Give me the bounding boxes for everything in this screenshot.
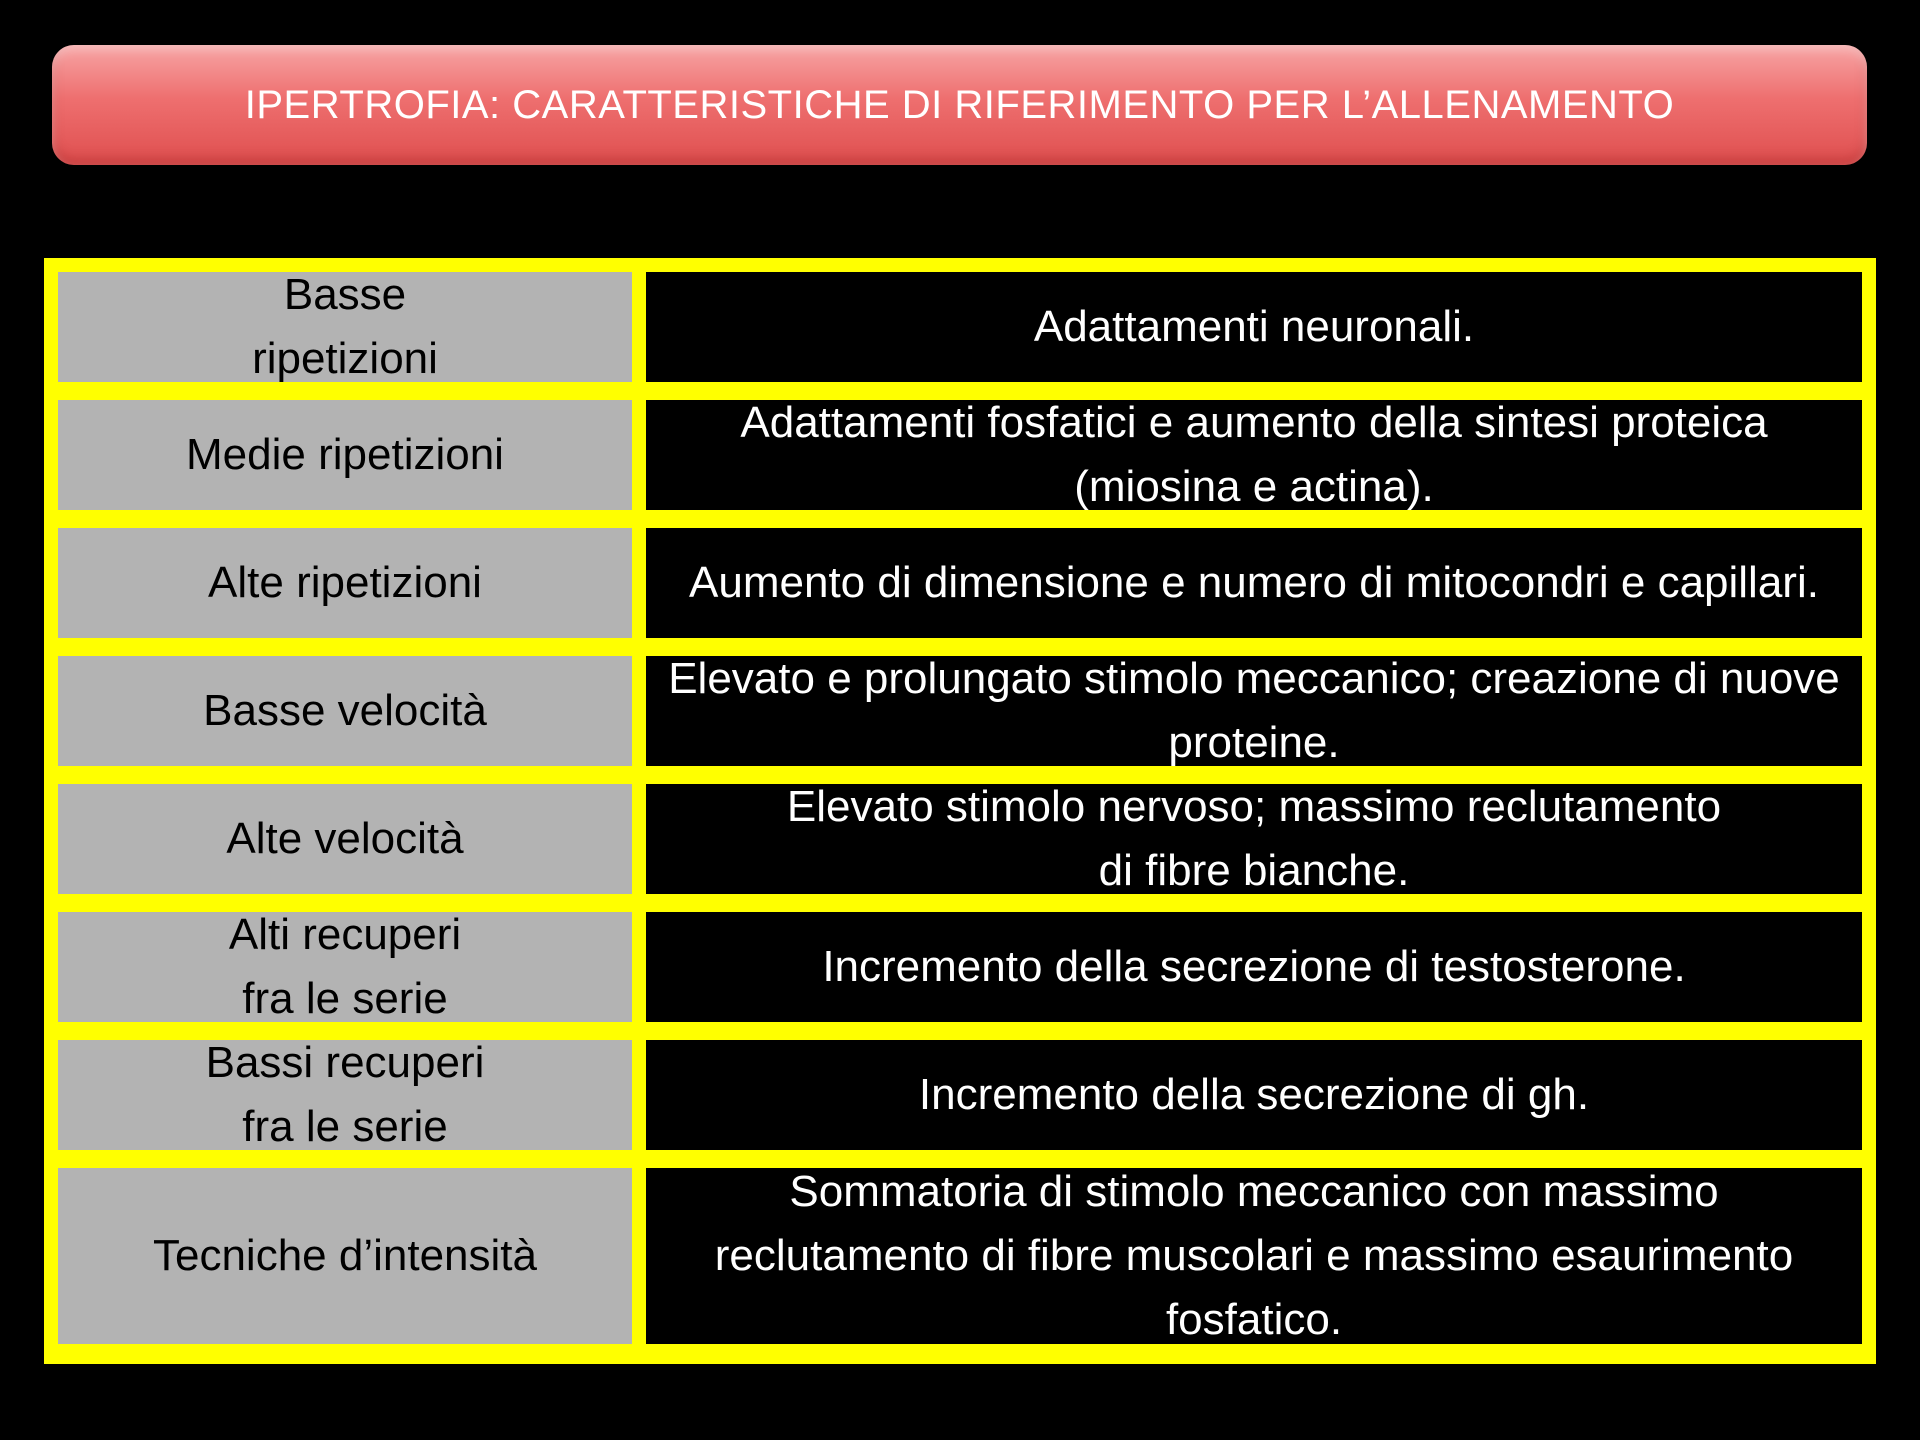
row-description: Adattamenti fosfatici e aumento della sintesi proteica (miosina e actina).	[646, 400, 1862, 510]
row-description: Incremento della secrezione di testosterone.	[646, 912, 1862, 1022]
row-description: Adattamenti neuronali.	[646, 272, 1862, 382]
row-label: Tecniche d’intensità	[58, 1168, 632, 1344]
row-description: Incremento della secrezione di gh.	[646, 1040, 1862, 1150]
row-label: Alte velocità	[58, 784, 632, 894]
page-title: IPERTROFIA: CARATTERISTICHE DI RIFERIMENTO PER L’ALLENAMENTO	[244, 82, 1675, 127]
row-label: Basse velocità	[58, 656, 632, 766]
row-label: Bassi recuperi fra le serie	[58, 1040, 632, 1150]
row-description: Sommatoria di stimolo meccanico con massimo reclutamento di fibre muscolari e massimo esaurimento fosfatico.	[646, 1168, 1862, 1344]
title-banner	[52, 45, 1867, 165]
row-description: Aumento di dimensione e numero di mitocondri e capillari.	[646, 528, 1862, 638]
characteristics-table	[44, 258, 1876, 1364]
row-label: Basse ripetizioni	[58, 272, 632, 382]
row-description: Elevato e prolungato stimolo meccanico; creazione di nuove proteine.	[646, 656, 1862, 766]
row-label: Medie ripetizioni	[58, 400, 632, 510]
row-description: Elevato stimolo nervoso; massimo reclutamento di fibre bianche.	[646, 784, 1862, 894]
row-label: Alte ripetizioni	[58, 528, 632, 638]
row-label: Alti recuperi fra le serie	[58, 912, 632, 1022]
